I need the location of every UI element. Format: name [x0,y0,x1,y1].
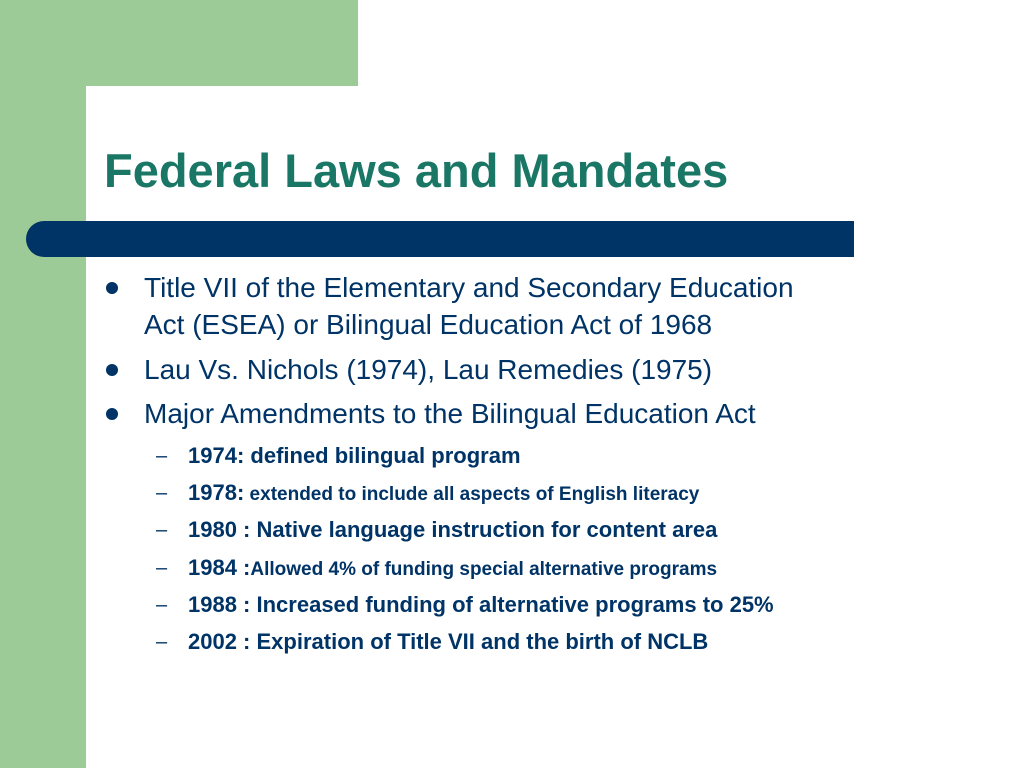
sub-bullet-year: 1978: [188,480,245,505]
bullet-item-lau [106,351,1006,388]
dash-icon: – [156,482,168,504]
slide-title: Federal Laws and Mandates [104,144,729,197]
bullet-dot-icon [106,408,118,420]
dash-icon: – [156,557,168,579]
bullet-item-esea [106,269,1006,343]
sub-bullet-year: 1980 : [188,517,251,542]
sub-bullet-text: Allowed 4% of funding special alternative programs [250,559,718,580]
bullet-text-line2: Act (ESEA) or Bilingual Education Act of 1968 [144,309,713,340]
bullet-text: Lau Vs. Nichols (1974), Lau Remedies (1975) [144,354,713,385]
sub-bullet-year: 1988 : [188,592,251,617]
sub-bullet-text: extended to include all aspects of English literacy [244,484,700,505]
sub-bullet-text: defined bilingual program [244,443,521,468]
sub-bullet-text: Increased funding of alternative programs to 25% [250,592,774,617]
bullet-dot-icon [106,364,118,376]
sub-bullet-text: Native language instruction for content area [250,517,718,542]
sub-bullet-year: 1984 : [188,555,251,580]
dash-icon: – [156,631,168,653]
bullet-text-line1: Title VII of the Elementary and Secondary Education [144,272,794,303]
sub-bullet-year: 2002 : [188,629,251,654]
bullet-item-amendments [106,395,1006,432]
dash-icon: – [156,594,168,616]
sub-bullet-year: 1974: [188,443,245,468]
dash-icon: – [156,519,168,541]
dash-icon: – [156,445,168,467]
bullet-text: Major Amendments to the Bilingual Education Act [144,398,756,429]
bullet-dot-icon [106,282,118,294]
sub-bullet-text: Expiration of Title VII and the birth of NCLB [250,629,709,654]
